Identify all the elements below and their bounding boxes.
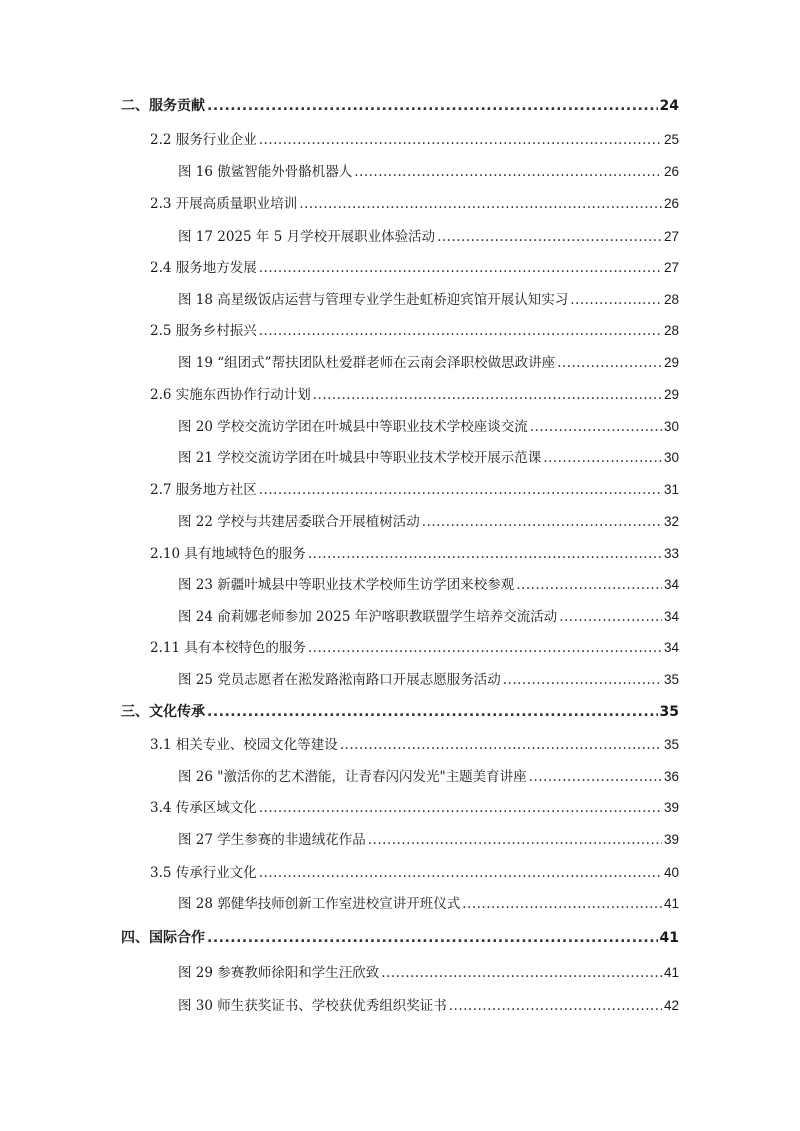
toc-entry-label: 3.5 传承行业文化: [150, 865, 257, 881]
toc-subsection-entry[interactable]: [150, 734, 679, 756]
toc-entry-label: 2.11 具有本校特色的服务: [150, 640, 306, 656]
toc-subsection-entry[interactable]: [150, 257, 679, 279]
toc-entry-label: 图 18 高星级饭店运营与管理专业学生赴虹桥迎宾馆开展认知实习: [178, 292, 569, 308]
dot-leader: [340, 734, 662, 756]
toc-entry-label: 图 20 学校交流访学团在叶城县中等职业技术学校座谈交流: [178, 419, 528, 435]
toc-figure-entry[interactable]: [178, 161, 679, 183]
toc-entry-label: 四、国际合作: [121, 930, 205, 946]
toc-entry-label: 图 24 俞莉娜老师参加 2025 年沪喀职教联盟学生培养交流活动: [178, 609, 558, 625]
toc-figure-entry[interactable]: [178, 829, 679, 851]
toc-entry-label: 图 28 郭健华技师创新工作室进校宣讲开班仪式: [178, 896, 461, 912]
toc-figure-entry[interactable]: [178, 226, 679, 248]
toc-entry-label: 2.10 具有地域特色的服务: [150, 546, 306, 562]
toc-entry-label: 图 29 参赛教师徐阳和学生汪欣致: [178, 965, 380, 981]
toc-entry-label: 2.4 服务地方发展: [150, 260, 257, 276]
toc-figure-entry[interactable]: [178, 606, 679, 628]
toc-figure-entry[interactable]: [178, 416, 679, 438]
dot-leader: [259, 129, 662, 151]
toc-figure-entry[interactable]: [178, 352, 679, 374]
toc-section-heading[interactable]: [121, 701, 679, 723]
toc-entry-label: 图 25 党员志愿者在淞发路淞南路口开展志愿服务活动: [178, 672, 501, 688]
dot-leader: [422, 511, 662, 533]
toc-entry-label: 图 17 2025 年 5 月学校开展职业体验活动: [178, 229, 436, 245]
toc-figure-entry[interactable]: [178, 766, 679, 788]
dot-leader: [259, 257, 662, 279]
toc-entry-label: 2.2 服务行业企业: [150, 132, 257, 148]
toc-page-number: 41: [663, 896, 679, 911]
toc-page-number: 28: [663, 323, 679, 338]
toc-page-number: 35: [663, 672, 679, 687]
toc-figure-entry[interactable]: [178, 511, 679, 533]
dot-leader: [437, 226, 662, 248]
toc-subsection-entry[interactable]: [150, 637, 679, 659]
dot-leader: [529, 766, 662, 788]
toc-entry-label: 图 16 傲鲨智能外骨骼机器人: [178, 164, 353, 180]
dot-leader: [381, 962, 662, 984]
toc-entry-label: 2.6 实施东西协作行动计划: [150, 387, 311, 403]
toc-page-number: 39: [663, 832, 679, 847]
toc-page-number: 26: [663, 164, 679, 179]
dot-leader: [259, 862, 662, 884]
toc-page-number: 35: [663, 737, 679, 752]
toc-figure-entry[interactable]: [178, 574, 679, 596]
toc-figure-entry[interactable]: [178, 893, 679, 915]
dot-leader: [207, 95, 658, 117]
toc-page-number: 31: [663, 482, 679, 497]
toc-page-number: 27: [663, 260, 679, 275]
toc-entry-label: 三、文化传承: [121, 704, 205, 720]
dot-leader: [559, 606, 662, 628]
toc-page-number: 34: [663, 577, 679, 592]
dot-leader: [207, 701, 658, 723]
toc-page-number: 30: [663, 419, 679, 434]
dot-leader: [299, 193, 662, 215]
toc-figure-entry[interactable]: [178, 995, 679, 1017]
toc-page-number: 40: [663, 865, 679, 880]
dot-leader: [259, 797, 662, 819]
toc-entry-label: 2.7 服务地方社区: [150, 482, 257, 498]
toc-page-number: 35: [659, 704, 679, 720]
toc-page-number: 41: [663, 965, 679, 980]
toc-page-number: 41: [659, 930, 679, 946]
toc-page-number: 26: [663, 196, 679, 211]
toc-subsection-entry[interactable]: [150, 862, 679, 884]
toc-entry-label: 图 22 学校与共建居委联合开展植树活动: [178, 514, 420, 530]
dot-leader: [354, 161, 662, 183]
dot-leader: [530, 416, 662, 438]
dot-leader: [207, 927, 658, 949]
dot-leader: [462, 893, 662, 915]
dot-leader: [259, 320, 662, 342]
dot-leader: [557, 352, 662, 374]
dot-leader: [449, 995, 662, 1017]
toc-page-number: 30: [663, 450, 679, 465]
toc-figure-entry[interactable]: [178, 669, 679, 691]
toc-entry-label: 3.4 传承区域文化: [150, 800, 257, 816]
toc-entry-label: 图 30 师生获奖证书、学校获优秀组织奖证书: [178, 998, 447, 1014]
toc-entry-label: 图 27 学生参赛的非遗绒花作品: [178, 832, 366, 848]
toc-page-number: 39: [663, 800, 679, 815]
toc-subsection-entry[interactable]: [150, 384, 679, 406]
toc-page-number: 28: [663, 292, 679, 307]
toc-page-number: 42: [663, 998, 679, 1013]
dot-leader: [368, 829, 662, 851]
toc-page-number: 32: [663, 514, 679, 529]
toc-page-number: 33: [663, 546, 679, 561]
toc-page-number: 36: [663, 769, 679, 784]
toc-entry-label: 2.3 开展高质量职业培训: [150, 196, 298, 212]
toc-section-heading[interactable]: [121, 927, 679, 949]
toc-page-number: 25: [663, 132, 679, 147]
toc-page-number: 34: [663, 640, 679, 655]
toc-figure-entry[interactable]: [178, 289, 679, 311]
dot-leader: [308, 543, 662, 565]
toc-entry-label: 图 19 “组团式”帮扶团队杜爱群老师在云南会泽职校做思政讲座: [178, 355, 556, 371]
toc-page-number: 24: [659, 98, 679, 114]
toc-figure-entry[interactable]: [178, 447, 679, 469]
toc-subsection-entry[interactable]: [150, 193, 679, 215]
dot-leader: [308, 637, 662, 659]
toc-entry-label: 2.5 服务乡村振兴: [150, 323, 257, 339]
toc-section-heading[interactable]: [121, 95, 679, 117]
dot-leader: [503, 669, 662, 691]
dot-leader: [259, 479, 662, 501]
toc-subsection-entry[interactable]: [150, 320, 679, 342]
toc-entry-label: 二、服务贡献: [121, 98, 205, 114]
toc-subsection-entry[interactable]: [150, 129, 679, 151]
toc-page-number: 27: [663, 229, 679, 244]
dot-leader: [543, 447, 662, 469]
dot-leader: [516, 574, 662, 596]
toc-subsection-entry[interactable]: [150, 543, 679, 565]
toc-entry-label: 图 23 新疆叶城县中等职业技术学校师生访学团来校参观: [178, 577, 515, 593]
toc-page-number: 29: [663, 387, 679, 402]
dot-leader: [570, 289, 662, 311]
toc-subsection-entry[interactable]: [150, 479, 679, 501]
dot-leader: [313, 384, 662, 406]
toc-page-number: 34: [663, 609, 679, 624]
toc-subsection-entry[interactable]: [150, 797, 679, 819]
toc-entry-label: 图 26 "激活你的艺术潜能，让青春闪闪发光"主题美育讲座: [178, 769, 527, 785]
toc-page-number: 29: [663, 355, 679, 370]
toc-entry-label: 3.1 相关专业、校园文化等建设: [150, 737, 338, 753]
toc-entry-label: 图 21 学校交流访学团在叶城县中等职业技术学校开展示范课: [178, 450, 542, 466]
toc-figure-entry[interactable]: [178, 962, 679, 984]
